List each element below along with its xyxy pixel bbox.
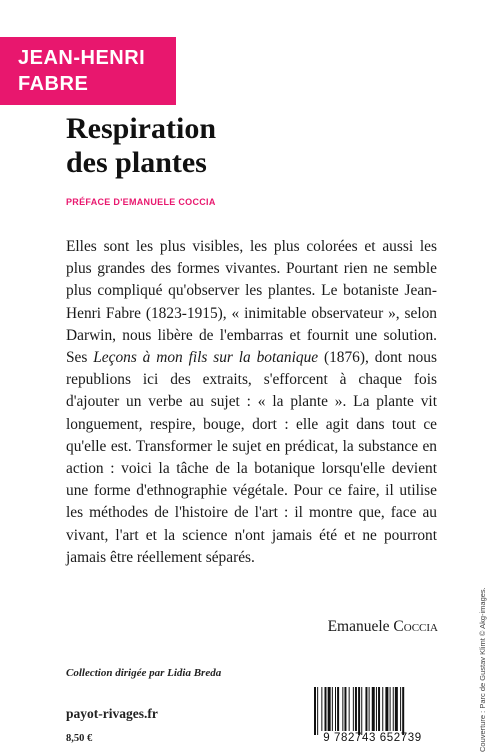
barcode-digits: 9 782743 652739	[323, 732, 422, 744]
body-text-title: Leçons à mon fils sur la botanique	[93, 349, 319, 367]
barcode-bar	[332, 687, 333, 731]
barcode-bar	[382, 687, 383, 731]
barcode-bar	[337, 687, 339, 731]
barcode-bar	[342, 687, 343, 731]
barcode-bar	[390, 687, 391, 731]
price: 8,50 €	[66, 733, 93, 744]
barcode-bar	[353, 687, 354, 731]
author-first-name: JEAN-HENRI	[18, 47, 146, 69]
barcode-bar	[328, 687, 331, 731]
barcode-bar	[317, 687, 318, 735]
barcode-bar	[314, 687, 316, 735]
barcode-bar	[369, 687, 370, 731]
book-title	[66, 112, 216, 180]
author-band	[0, 37, 176, 105]
barcode-bar	[376, 687, 377, 731]
barcode-bar	[365, 687, 367, 731]
barcode-bar	[385, 687, 388, 731]
barcode-bar	[400, 687, 401, 731]
collection-note: Collection dirigée par Lidia Breda	[66, 667, 222, 679]
barcode-bar	[402, 687, 404, 735]
title-line-2: des plantes	[66, 146, 207, 179]
barcode-bar	[361, 687, 362, 735]
barcode-bar	[355, 687, 357, 731]
cover-credit: Couverture : Parc de Gustav Klimt © Akg-images.	[478, 587, 487, 752]
publisher-website: payot-rivages.fr	[66, 706, 158, 721]
signature	[328, 618, 438, 636]
barcode-bar	[358, 687, 360, 735]
body-text-2: (1876), dont nous republions ici des extraits, s'efforcent à chaque fois d'ajouter un verbe au sujet : « la plante ». La plante vit longuement, respire, bouge, dort : elle agit dans tout ce qu'elle est. Transformer le sujet en prédicat, la substance en action : voici la tâche de la botanique lorsqu'elle devient une forme d'ethnographie végétale. Pour ce faire, il utilise les méthodes de l'histoire de l'art : il montre que, face au vivant, l'art et la science n'ont jamais été et ne pourront jamais être réellement séparés.	[66, 349, 437, 566]
title-line-1: Respiration	[66, 112, 216, 145]
back-cover-text	[66, 236, 437, 569]
barcode-bar	[344, 687, 346, 731]
barcode-bar	[335, 687, 336, 731]
barcode-bar	[393, 687, 394, 731]
body-text-1: Elles sont les plus visibles, les plus colorées et aussi les plus grandes des formes vivantes. Pourtant rien ne semble plus compliqué qu'observer les plantes. Le botaniste Jean-Henri Fabre (1823-1915), « inimitable observateur », selon Darwin, nous libère de l'embarras et fournit une solution. Ses	[66, 238, 437, 367]
barcode	[306, 685, 439, 748]
barcode-bar	[321, 687, 322, 731]
author-last-name: FABRE	[18, 73, 89, 95]
signature-last-name: Coccia	[393, 618, 438, 635]
barcode-bar	[378, 687, 380, 731]
barcode-bar	[395, 687, 398, 731]
signature-first-name: Emanuele	[327, 618, 394, 635]
barcode-bar	[325, 687, 327, 731]
barcode-bar	[349, 687, 350, 731]
barcode-bar	[372, 687, 375, 731]
preface-credit: PRÉFACE D'EMANUELE COCCIA	[66, 197, 216, 207]
